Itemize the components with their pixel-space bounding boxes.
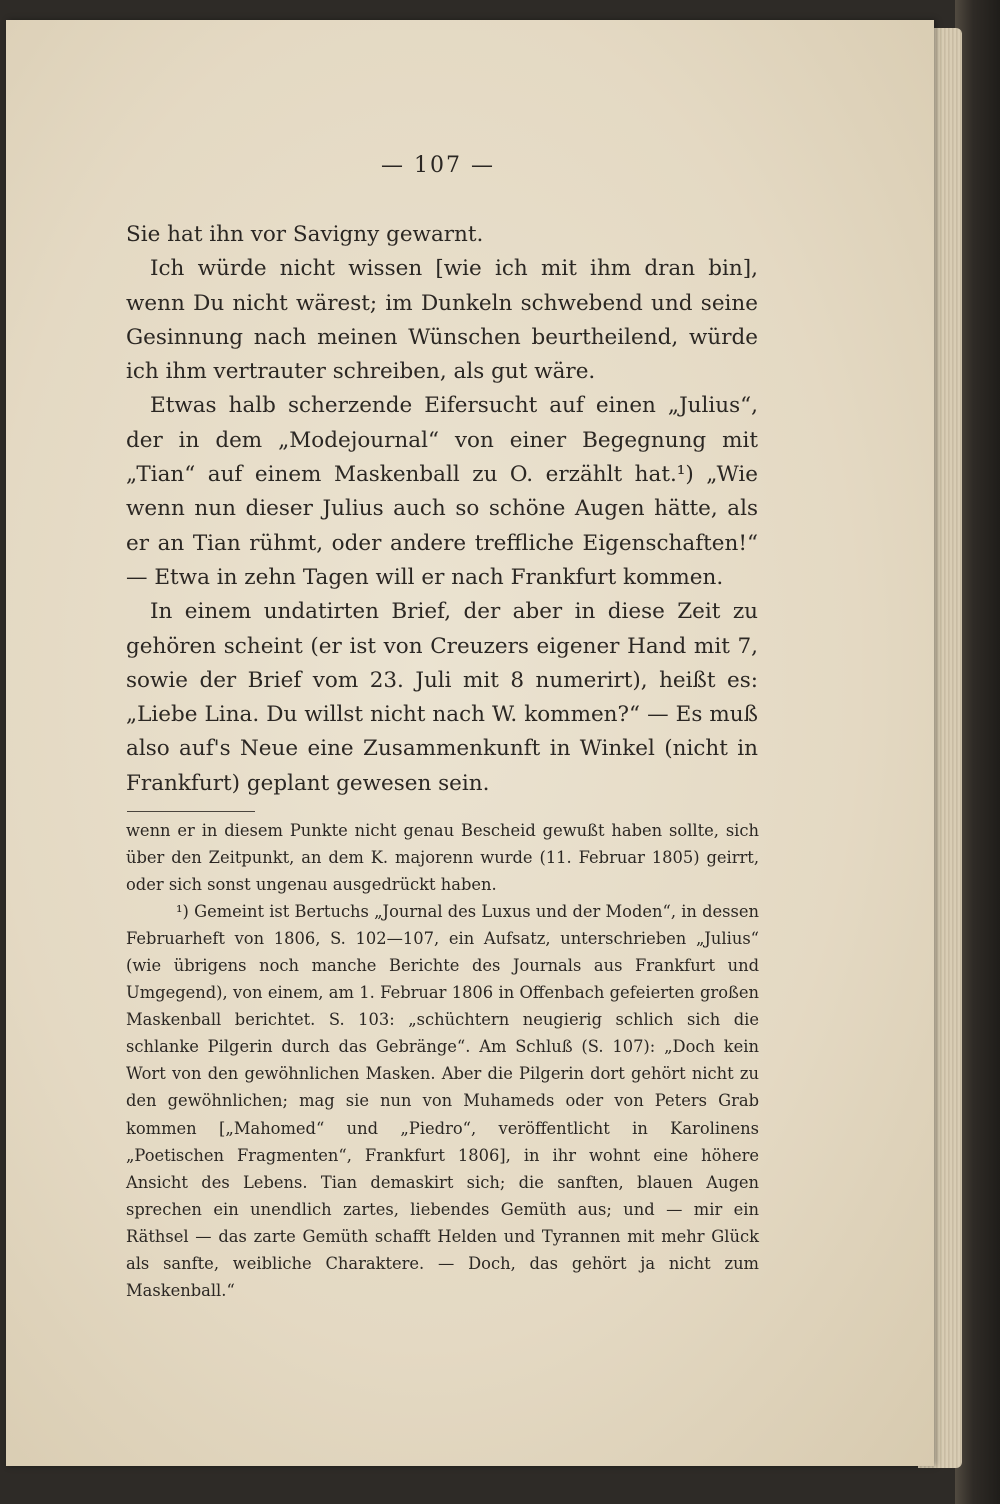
page-number: — 107 — xyxy=(381,153,495,178)
body-text xyxy=(126,218,758,801)
book-page xyxy=(6,20,934,1466)
footnotes xyxy=(126,817,759,1304)
footnote: ¹) Gemeint ist Bertuchs „Journal des Luxus und der Moden“, in dessen Februarheft von 1806, S. 102—107, ein Aufsatz, unterschrieben „Julius“ (wie übrigens noch manche Berichte des Journals aus Frankfurt und Umgegend), von einem, am 1. Februar 1806 in Offenbach gefeierten großen Maskenball berichtet. S. 103: „schüchtern neugierig schlich sich die schlanke Pilgerin durch das Gebränge“. Am Schluß (S. 107): „Doch kein Wort von den gewöhnlichen Masken. Aber die Pilgerin dort gehört nicht zu den gewöhnlichen; mag sie nun von Muhameds oder von Peters Grab kommen [„Mahomed“ und „Piedro“, veröffentlicht in Karolinens „Poetischen Fragmenten“, Frankfurt 1806], in ihr wohnt eine höhere Ansicht des Lebens. Tian demaskirt sich; die sanften, blauen Augen sprechen ein unendlich zartes, liebendes Gemüth aus; und — mir ein Räthsel — das zarte Gemüth schafft Helden und Tyrannen mit mehr Glück als sanfte, weibliche Charaktere. — Doch, das gehört ja nicht zum Maskenball.“ xyxy=(126,902,759,1300)
page-content xyxy=(118,20,758,1466)
paragraph: Sie hat ihn vor Savigny gewarnt. xyxy=(126,222,484,247)
footnote-divider xyxy=(127,811,255,812)
footnote-continuation: wenn er in diesem Punkte nicht genau Bescheid gewußt haben sollte, sich über den Zeitpunkt, an dem K. majorenn wurde (11. Februar 1805) geirrt, oder sich sonst ungenau ausgedrückt haben. xyxy=(126,821,759,895)
paragraph: In einem undatirten Brief, der aber in diese Zeit zu gehören scheint (er ist von Creuzers eigener Hand mit 7, sowie der Brief vom 23. Juli mit 8 numerirt), heißt es: „Liebe Lina. Du willst nicht nach W. kommen?“ — Es muß also auf's Neue eine Zusammenkunft in Winkel (nicht in Frankfurt) geplant gewesen sein. xyxy=(126,599,758,796)
paragraph: Etwas halb scherzende Eifersucht auf einen „Julius“, der in dem „Modejournal“ von einer Begegnung mit „Tian“ auf einem Maskenball zu O. erzählt hat.¹) „Wie wenn nun dieser Julius auch so schöne Augen hätte, als er an Tian rühmt, oder andere treffliche Eigenschaften!“ — Etwa in zehn Tagen will er nach Frankfurt kommen. xyxy=(126,393,758,590)
paragraph: Ich würde nicht wissen [wie ich mit ihm dran bin], wenn Du nicht wärest; im Dunkeln schwebend und seine Gesinnung nach meinen Wünschen beurtheilend, würde ich ihm vertrauter schreiben, als gut wäre. xyxy=(126,256,758,385)
